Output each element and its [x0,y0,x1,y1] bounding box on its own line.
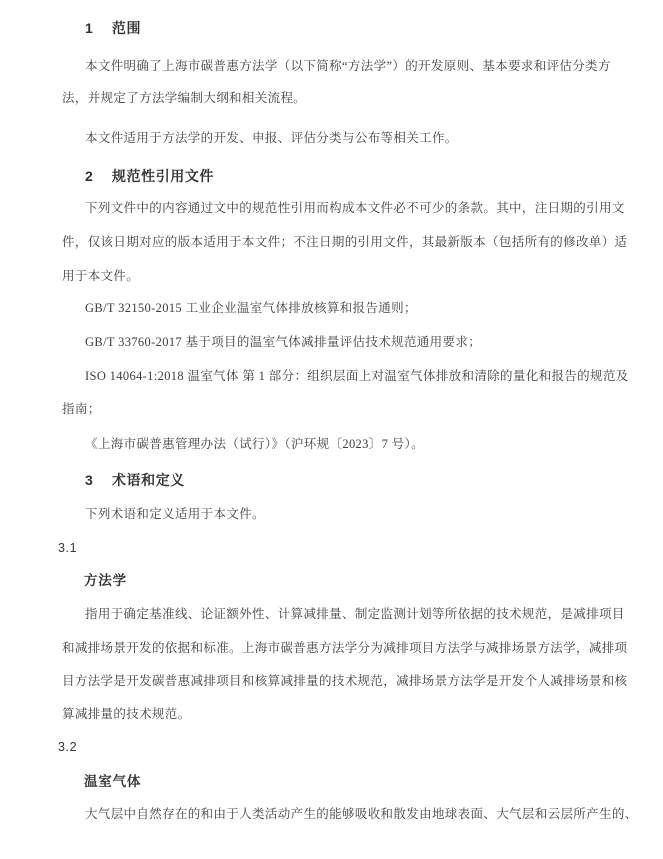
paragraph-line: 和减排场景开发的依据和标准。上海市碳普惠方法学分为减排项目方法学与减排场景方法学，减排项 [62,641,628,655]
paragraph-line: 目方法学是开发碳普惠减排项目和核算减排量的技术规范，减排场景方法学是开发个人减排场景和核 [62,674,628,688]
reference-line: ISO 14064-1:2018 温室气体 第 1 部分：组织层面上对温室气体排放和清除的量化和报告的规范及 [85,369,629,383]
term-heading-greenhouse-gas: 温室气体 [84,774,142,789]
paragraph-line: 本文件明确了上海市碳普惠方法学（以下简称“方法学”）的开发原则、基本要求和评估分类方 [85,59,611,73]
paragraph-line: 下列术语和定义适用于本文件。 [85,507,265,521]
paragraph-line: 大气层中自然存在的和由于人类活动产生的能够吸收和散发由地球表面、大气层和云层所产生的、 [85,807,638,821]
section-title: 范围 [111,20,142,36]
clause-number-3-2: 3.2 [58,740,78,754]
paragraph-line: 指用于确定基准线、论证额外性、计算减排量、制定监测计划等所依据的技术规范，是减排项目 [85,607,625,621]
reference-line: GB/T 33760-2017 基于项目的温室气体减排量评估技术规范通用要求； [85,335,482,349]
section-number: 1 [85,20,94,36]
clause-number-3-1: 3.1 [58,541,78,555]
paragraph-line: 法，并规定了方法学编制大纲和相关流程。 [62,91,307,105]
section-heading-normative-references [85,168,214,185]
reference-line: GB/T 32150-2015 工业企业温室气体排放核算和报告通则； [85,301,417,315]
paragraph-line: 用于本文件。 [62,269,140,283]
paragraph-line: 件，仅该日期对应的版本适用于本文件；不注日期的引用文件，其最新版本（包括所有的修改单）适 [62,235,628,249]
paragraph-line: 本文件适用于方法学的开发、申报、评估分类与公布等相关工作。 [85,131,458,145]
section-number: 3 [85,472,94,488]
term-heading-methodology: 方法学 [84,573,127,588]
section-title: 术语和定义 [111,472,185,488]
reference-line: 《上海市碳普惠管理办法（试行）》（沪环规〔2023〕7 号）。 [85,437,424,451]
paragraph-line: 算减排量的技术规范。 [62,707,191,721]
section-title: 规范性引用文件 [111,168,215,184]
reference-line: 指南； [62,402,101,416]
paragraph-line: 下列文件中的内容通过文中的规范性引用而构成本文件必不可少的条款。其中，注日期的引用文 [85,201,625,215]
section-heading-terms-definitions [85,472,185,489]
section-heading-scope [85,20,141,37]
section-number: 2 [85,168,94,184]
